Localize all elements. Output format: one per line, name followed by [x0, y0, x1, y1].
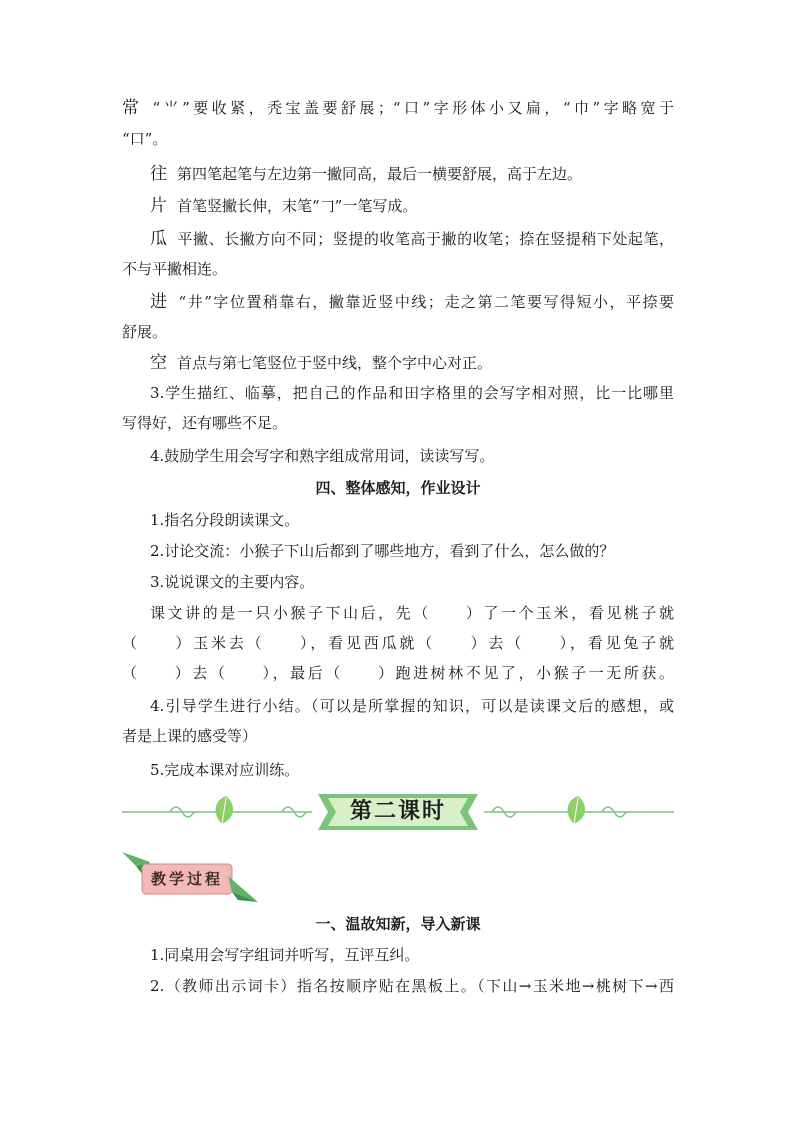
paragraph-wang — [150, 164, 674, 184]
task-3: 3.说说课文的主要内容。 — [150, 573, 315, 591]
paragraph-jin-line2: 舒展。 — [122, 323, 168, 341]
section-title-4: 四、整体感知，作业设计 — [315, 479, 481, 497]
paragraph-jin-line1 — [150, 292, 674, 312]
task-4-line2: 者是上课的感受等） — [122, 727, 258, 745]
paragraph-text: 首点与第七笔竖位于竖中线，整个字中心对正。 — [177, 354, 493, 372]
paragraph-pian — [150, 196, 674, 216]
badge-label: 教学过程 — [150, 870, 223, 888]
char-chang: 常 — [122, 98, 143, 118]
paper-plane-icon — [228, 876, 258, 902]
review-1: 1.同桌用会写字组词并听写，互评互纠。 — [150, 946, 420, 964]
banner-title: 第二课时 — [349, 798, 446, 824]
paragraph-chang-line2: “口”。 — [122, 130, 168, 148]
paragraph-gua-line1 — [150, 229, 674, 249]
paragraph-chang-line1 — [122, 98, 674, 118]
fill-blank-line2: （ ）玉米去（ ），看见西瓜就（ ）去（ ），看见兔子就 — [122, 634, 674, 652]
task-4-line1: 4.引导学生进行小结。（可以是所掌握的知识，可以是读课文后的感想，或 — [150, 697, 674, 715]
step-4: 4.鼓励学生用会写字和熟字组成常用词，读读写写。 — [150, 447, 495, 465]
char-kong: 空 — [150, 353, 167, 373]
paragraph-text: 第四笔起笔与左边第一撇同高，最后一横要舒展，高于左边。 — [177, 165, 583, 183]
lesson-banner — [122, 790, 674, 834]
fill-blank-line3: （ ）去（ ），最后（ ）跑进树林不见了，小猴子一无所获。 — [122, 664, 674, 682]
paragraph-gua-line2: 不与平撇相连。 — [122, 260, 228, 278]
task-1: 1.指名分段朗读课文。 — [150, 511, 300, 529]
leaf-icon — [568, 796, 585, 824]
task-2: 2.讨论交流：小猴子下山后都到了哪些地方，看到了什么，怎么做的？ — [150, 542, 615, 560]
char-jin: 进 — [150, 292, 169, 312]
task-5: 5.完成本课对应训练。 — [150, 761, 300, 779]
char-pian: 片 — [150, 196, 167, 216]
paragraph-text: 平撇、长撇方向不同；竖提的收笔高于撇的收笔；捺在竖提稍下处起笔， — [177, 230, 674, 248]
paragraph-text: “井”字位置稍靠右，撇靠近竖中线；走之第二笔要写得短小，平捺要 — [178, 293, 675, 311]
step-3-line2: 写得好，还有哪些不足。 — [122, 414, 288, 432]
paragraph-text: “⺌”要收紧，秃宝盖要舒展；“口”字形体小又扁，“巾”字略宽于 — [152, 99, 675, 117]
char-wang: 往 — [150, 164, 167, 184]
review-2: 2.（教师出示词卡）指名按顺序贴在黑板上。（下山→玉米地→桃树下→西 — [150, 977, 674, 995]
section-title-1: 一、温故知新，导入新课 — [315, 915, 481, 933]
paragraph-text: 首笔竖撇长伸，末笔“𠃌”一笔写成。 — [177, 197, 418, 215]
paragraph-kong — [150, 353, 674, 373]
char-gua: 瓜 — [150, 229, 168, 249]
leaf-icon — [216, 796, 233, 824]
fill-blank-line1: 课文讲的是一只小猴子下山后，先（ ）了一个玉米，看见桃子就 — [150, 604, 674, 622]
section-badge — [120, 848, 260, 904]
step-3-line1: 3.学生描红、临摹，把自己的作品和田字格里的会写字相对照，比一比哪里 — [150, 384, 674, 402]
